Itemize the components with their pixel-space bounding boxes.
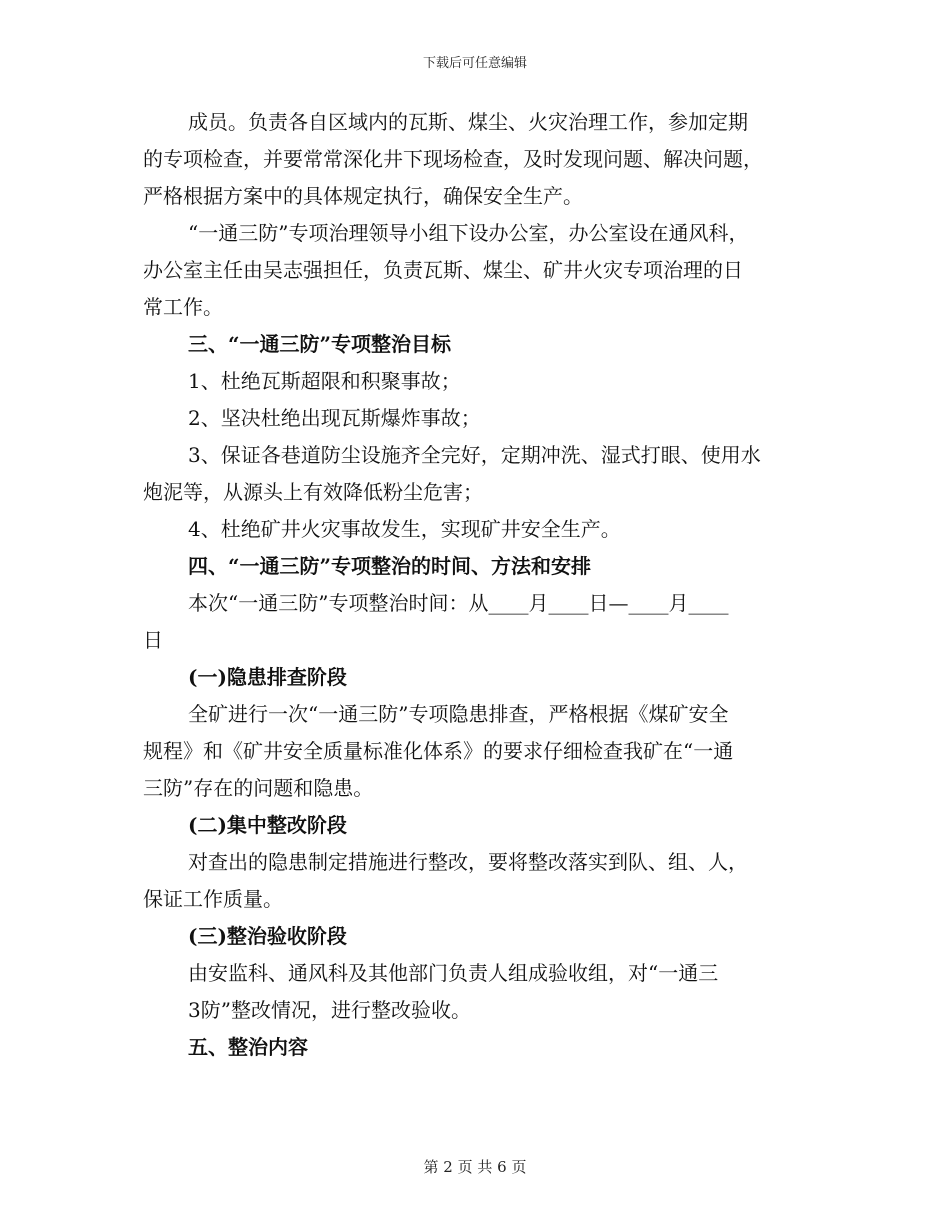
list-item: 3、保证各巷道防尘设施齐全完好，定期冲洗、湿式打眼、使用水	[188, 443, 761, 467]
paragraph-line: 由安监科、通风科及其他部门负责人组成验收组，对“一通三	[188, 961, 719, 985]
section-heading: 三、“一通三防”专项整治目标	[188, 332, 452, 356]
list-item: 2、坚决杜绝出现瓦斯爆炸事故；	[188, 406, 481, 430]
paragraph-line: 3防”整改情况，进行整改验收。	[188, 998, 471, 1022]
list-item: 4、杜绝矿井火灾事故发生，实现矿井安全生产。	[188, 517, 621, 541]
paragraph-line: 保证工作质量。	[143, 887, 283, 911]
paragraph-line: 对查出的隐患制定措施进行整改，要将整改落实到队、组、人，	[188, 850, 748, 874]
paragraph-line: 成员。负责各自区域内的瓦斯、煤尘、火灾治理工作，参加定期	[188, 110, 748, 134]
paragraph-line: 规程》和《矿井安全质量标准化体系》的要求仔细检查我矿在“一通	[143, 739, 734, 763]
paragraph-line: “一通三防”专项治理领导小组下设办公室，办公室设在通风科，	[188, 221, 749, 245]
section-heading: 五、整治内容	[188, 1035, 308, 1059]
paragraph-line: 日	[143, 628, 163, 652]
subsection-heading: (三)整治验收阶段	[188, 924, 347, 948]
paragraph-line: 常工作。	[143, 295, 223, 319]
page-number-footer: 第 2 页 共 6 页	[423, 1158, 527, 1176]
subsection-heading: (二)集中整改阶段	[188, 813, 347, 837]
paragraph-line: 三防”存在的问题和隐患。	[143, 776, 374, 800]
subsection-heading: (一)隐患排查阶段	[188, 665, 347, 689]
list-item: 1、杜绝瓦斯超限和积聚事故；	[188, 369, 461, 393]
paragraph-line: 办公室主任由吴志强担任，负责瓦斯、煤尘、矿井火灾专项治理的日	[143, 258, 743, 282]
paragraph-line: 严格根据方案中的具体规定执行，确保安全生产。	[143, 184, 583, 208]
paragraph-line: 炮泥等，从源头上有效降低粉尘危害；	[143, 480, 483, 504]
section-heading: 四、“一通三防”专项整治的时间、方法和安排	[188, 554, 592, 578]
paragraph-line: 的专项检查，并要常常深化井下现场检查，及时发现问题、解决问题，	[143, 147, 763, 171]
page-header: 下载后可任意编辑	[422, 56, 527, 71]
paragraph-line: 本次“一通三防”专项整治时间：从____月____日—____月____	[188, 591, 729, 615]
paragraph-line: 全矿进行一次“一通三防”专项隐患排查，严格根据《煤矿安全	[188, 702, 729, 726]
